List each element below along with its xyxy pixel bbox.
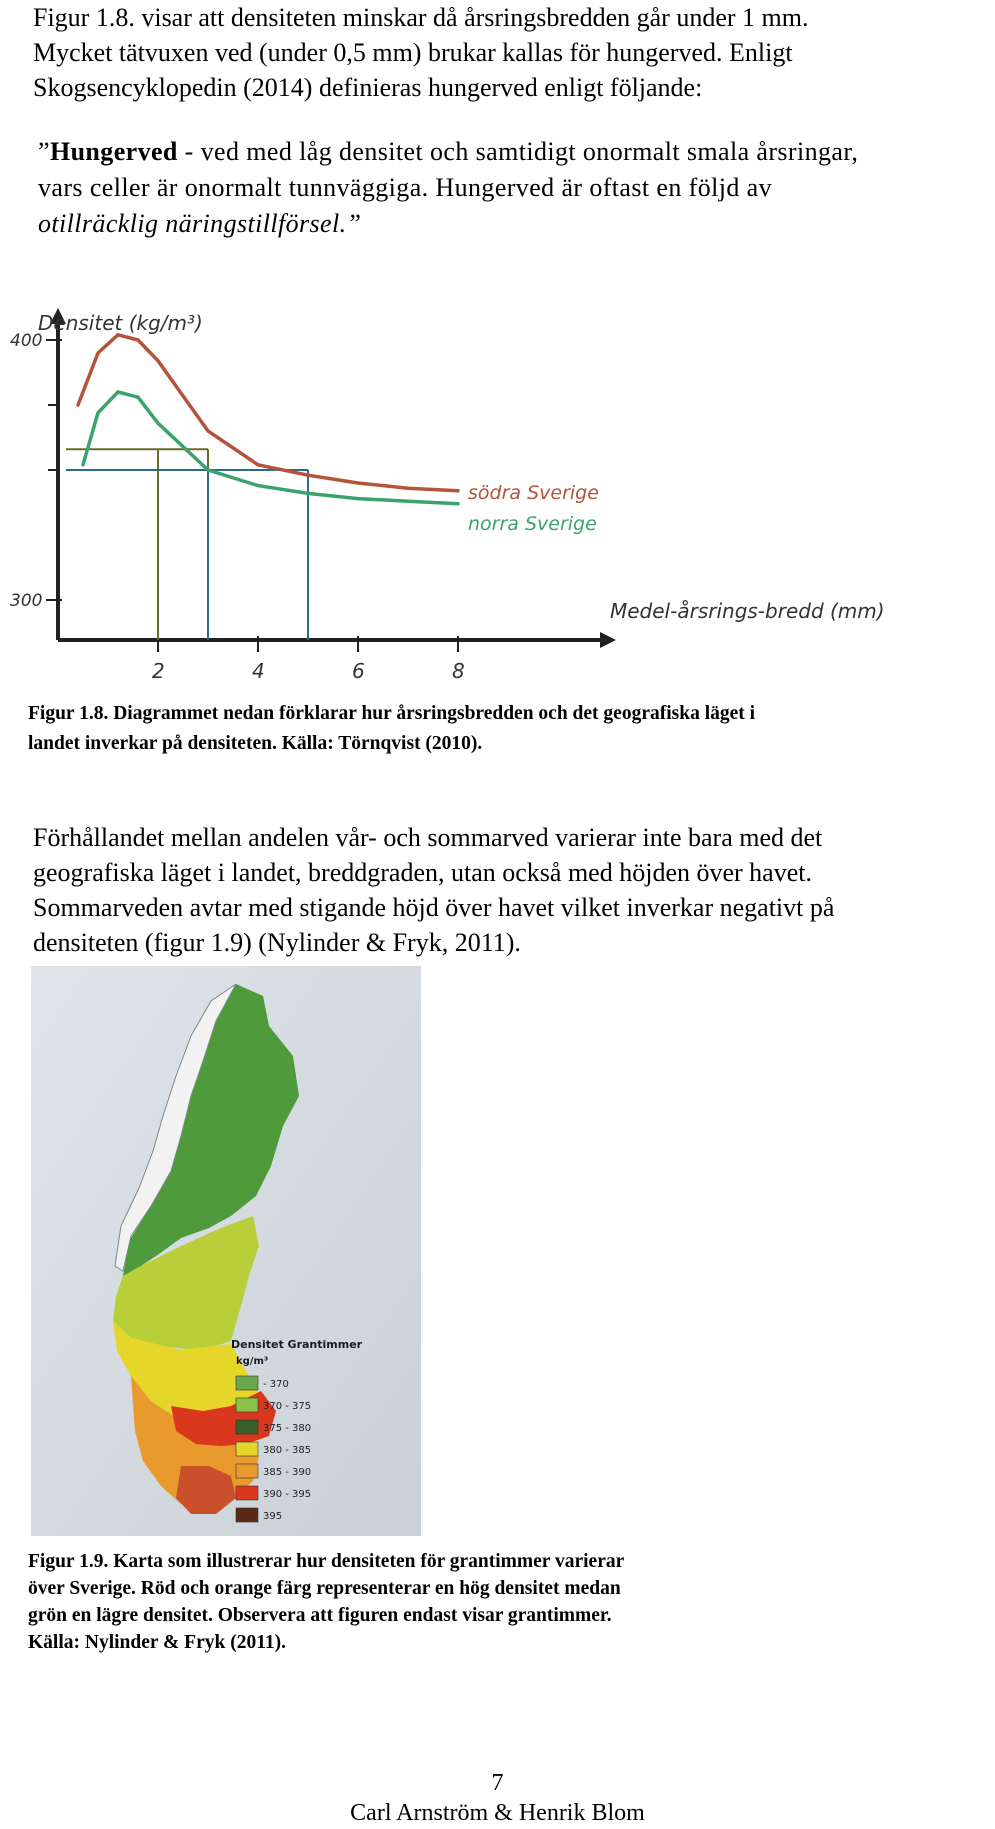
series-label: södra Sverige [468,481,599,504]
legend-swatch [236,1398,258,1412]
x-tick-label: 6 [352,659,365,683]
legend-label: 375 - 380 [263,1423,312,1434]
legend-label: 370 - 375 [263,1401,312,1412]
intro-line-2: Mycket tätvuxen ved (under 0,5 mm) brukar kallas för hungerved. Enligt [33,38,793,67]
legend-swatch [236,1442,258,1456]
caption-19-line-1: Figur 1.9. Karta som illustrerar hur densiteten för grantimmer varierar [28,1551,625,1572]
para2-line-1: Förhållandet mellan andelen vår- och sommarved varierar inte bara med det [33,823,823,852]
x-tick-label: 8 [452,659,465,683]
intro-line-1: Figur 1.8. visar att densiteten minskar då årsringsbredden går under 1 mm. [33,3,809,32]
y-tick-label: 300 [10,591,43,611]
legend-label: 380 - 385 [263,1445,312,1456]
x-tick-label: 2 [152,659,165,683]
quote-term: Hungerved [49,137,178,166]
x-axis-arrow [600,632,616,648]
map-legend-title: Densitet Grantimmer [231,1338,363,1351]
series-line [78,335,458,491]
caption-19-line-2: över Sverige. Röd och orange färg representerar en hög densitet medan [28,1578,621,1599]
legend-label: 395 [263,1511,283,1522]
density-chart [0,300,885,690]
caption-19-line-4: Källa: Nylinder & Fryk (2011). [28,1632,287,1653]
caption-19-line-3: grön en lägre densitet. Observera att figuren endast visar grantimmer. [28,1605,612,1626]
legend-swatch [236,1464,258,1478]
x-axis-label: Medel-årsrings-bredd (mm) [610,599,885,623]
legend-label: - 370 [263,1379,289,1390]
page-number: 7 [491,1770,504,1796]
legend-swatch [236,1376,258,1390]
quote-open-mark: ” [38,137,50,166]
y-axis-label: Densitet (kg/m³) [38,311,203,335]
quote-line-1-rest: - ved med låg densitet och samtidigt onormalt smala årsringar, [177,137,859,166]
para2-line-3: Sommarveden avtar med stigande höjd över havet vilket inverkar negativt på [33,893,835,922]
x-tick-label: 4 [252,659,265,683]
legend-label: 385 - 390 [263,1467,312,1478]
map-legend-unit: kg/m³ [236,1356,269,1367]
para2-line-2: geografiska läget i landet, breddgraden, utan också med höjden över havet. [33,858,812,887]
caption-18-line-1: Figur 1.8. Diagrammet nedan förklarar hur årsringsbredden och det geografiska läget i [28,703,756,724]
y-tick-label: 400 [10,331,43,351]
sweden-density-map [31,966,421,1536]
footer-authors: Carl Arnström & Henrik Blom [350,1800,645,1826]
para2-line-4: densiteten (figur 1.9) (Nylinder & Fryk, 2011). [33,928,521,957]
intro-line-3: Skogsencyklopedin (2014) definieras hungerved enligt följande: [33,73,703,102]
legend-swatch [236,1420,258,1434]
legend-swatch [236,1508,258,1522]
quote-line-2: vars celler är onormalt tunnväggiga. Hungerved är oftast en följd av [38,173,772,202]
quote-line-3: otillräcklig näringstillförsel.” [38,209,362,238]
caption-18-line-2: landet inverkar på densiteten. Källa: Törnqvist (2010). [28,733,483,754]
quote-line-1 [38,134,958,170]
series-label: norra Sverige [468,512,597,535]
legend-swatch [236,1486,258,1500]
legend-label: 390 - 395 [263,1489,312,1500]
